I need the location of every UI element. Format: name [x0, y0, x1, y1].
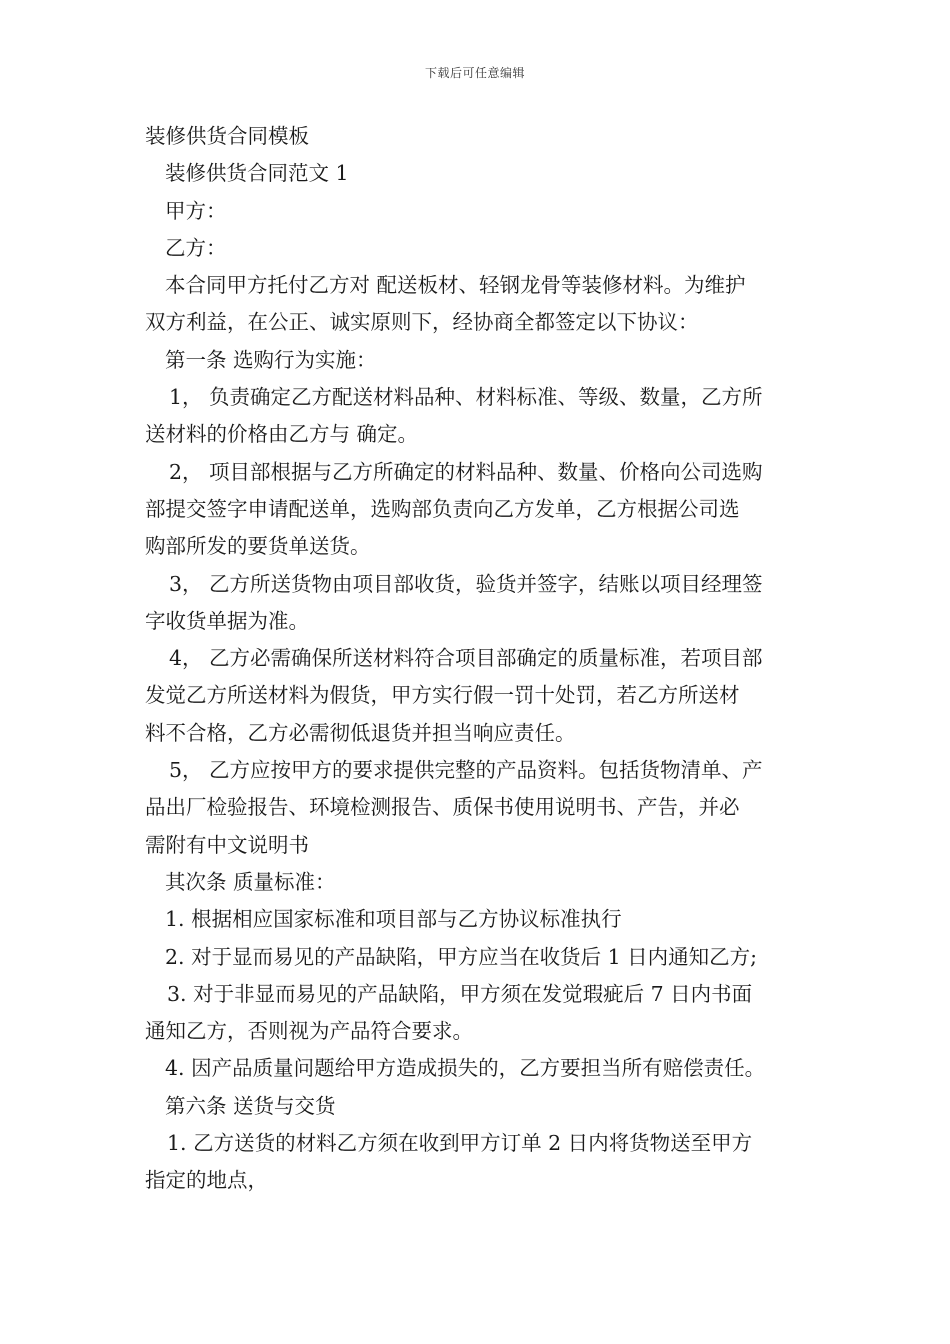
paragraph-line: 通知乙方，否则视为产品符合要求。: [145, 1019, 473, 1044]
paragraph-line: 1. 根据相应国家标准和项目部与乙方协议标准执行: [165, 907, 622, 932]
article-heading: 其次条 质量标准：: [165, 869, 336, 894]
article-heading: 第六条 送货与交货: [165, 1093, 336, 1118]
paragraph-line: 3. 对于非显而易见的产品缺陷，甲方须在发觉瑕疵后 7 日内书面: [167, 981, 753, 1006]
paragraph-line: 5， 乙方应按甲方的要求提供完整的产品资料。包括货物清单、产: [169, 758, 763, 783]
paragraph-line: 需附有中文说明书: [145, 832, 309, 857]
party-a-line: 甲方：: [165, 198, 227, 223]
paragraph-line: 2. 对于显而易见的产品缺陷，甲方应当在收货后 1 日内通知乙方;: [165, 944, 758, 969]
paragraph-line: 1. 乙方送货的材料乙方须在收到甲方订单 2 日内将货物送至甲方: [167, 1131, 753, 1156]
paragraph-line: 双方利益，在公正、诚实原则下，经协商全都签定以下协议：: [145, 310, 699, 335]
paragraph-line: 2， 项目部根据与乙方所确定的材料品种、数量、价格向公司选购: [169, 459, 763, 484]
document-subtitle: 装修供货合同范文 1: [165, 161, 349, 186]
paragraph-line: 购部所发的要货单送货。: [145, 534, 371, 559]
paragraph-line: 部提交签字申请配送单，选购部负责向乙方发单，乙方根据公司选: [145, 496, 740, 521]
paragraph-line: 3， 乙方所送货物由项目部收货，验货并签字，结账以项目经理签: [169, 571, 763, 596]
paragraph-line: 品出厂检验报告、环境检测报告、质保书使用说明书、产告，并必: [145, 795, 740, 820]
document-title: 装修供货合同模板: [145, 124, 309, 148]
paragraph-line: 4， 乙方必需确保所送材料符合项目部确定的质量标准，若项目部: [169, 646, 763, 671]
paragraph-line: 1， 负责确定乙方配送材料品种、材料标准、等级、数量，乙方所: [169, 385, 763, 410]
paragraph-line: 送材料的价格由乙方与 确定。: [145, 422, 419, 447]
paragraph-line: 发觉乙方所送材料为假货，甲方实行假一罚十处罚，若乙方所送材: [145, 683, 740, 708]
paragraph-line: 料不合格，乙方必需彻低退货并担当响应责任。: [145, 720, 576, 745]
paragraph-line: 本合同甲方托付乙方对 配送板材、轻钢龙骨等装修材料。为维护: [165, 273, 746, 298]
paragraph-line: 指定的地点，: [145, 1168, 268, 1193]
page-header: 下载后可任意编辑: [424, 66, 525, 80]
document-body: [145, 118, 807, 1200]
paragraph-line: 字收货单据为准。: [145, 608, 309, 633]
article-heading: 第一条 选购行为实施：: [165, 347, 377, 372]
paragraph-line: 4. 因产品质量问题给甲方造成损失的，乙方要担当所有赔偿责任。: [165, 1056, 766, 1081]
party-b-line: 乙方：: [165, 235, 227, 260]
